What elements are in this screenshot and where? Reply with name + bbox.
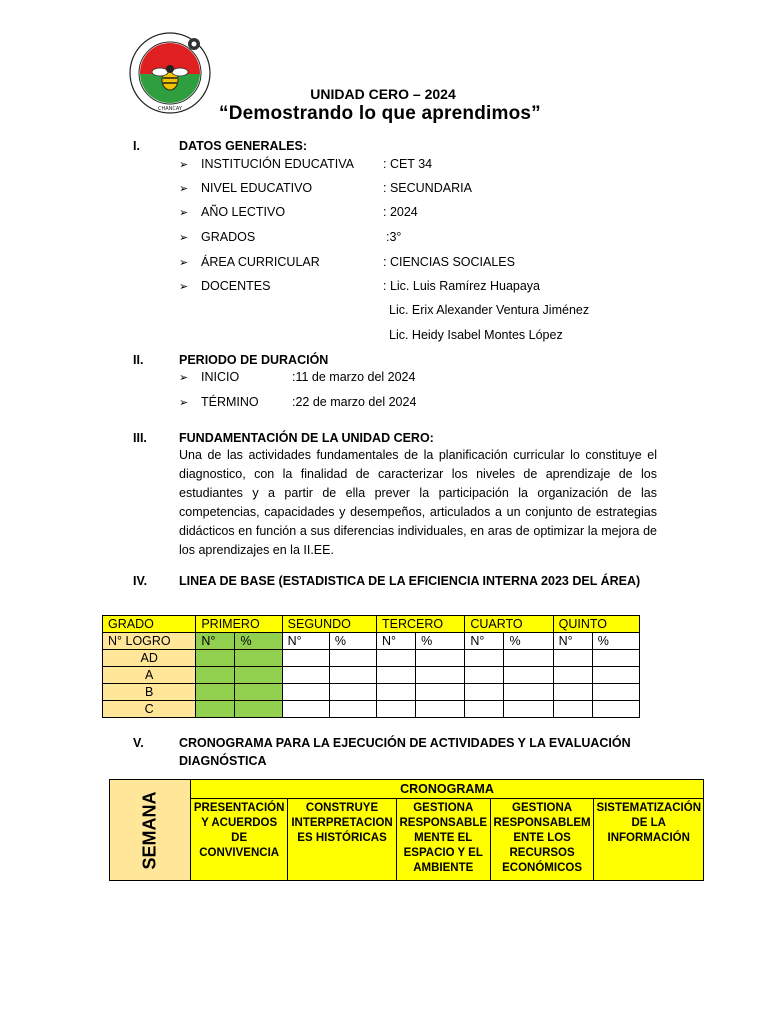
section-3-number: III. [133,431,147,445]
arrow-bullet-icon: ➢ [179,281,189,293]
table-row [103,701,640,718]
field-value: :22 de marzo del 2024 [292,395,417,409]
week-column [110,780,191,881]
list-item [179,230,188,248]
arrow-bullet-icon: ➢ [179,159,189,171]
section-2-number: II. [133,353,144,367]
grade-cell: QUINTO [553,616,639,633]
grade-cell: PRIMERO [196,616,282,633]
grade-cell: TERCERO [377,616,465,633]
arrow-bullet-icon: ➢ [179,232,189,244]
field-value: : CET 34 [383,157,433,171]
field-label: GRADOS [201,230,256,244]
arrow-bullet-icon: ➢ [179,372,189,384]
field-label: TÉRMINO [201,395,259,409]
list-item [179,181,188,199]
activity-cell: CONSTRUYE INTERPRETACION ES HISTÓRICAS [288,799,396,881]
unit-title: UNIDAD CERO – 2024 [310,86,456,102]
logro-label: A [103,667,196,684]
fundamentacion-paragraph: Una de las actividades fundamentales de la planificación curricular lo constituye el diagnostico, con la finalidad de caracterizar los niveles de aprendizaje de los estudiantes y a partir de ella prever la participación la organización de las competencias, capacidades y desempeños, articulados a un conjunto de estrategias didácticos en función a sus diferencias individuales, en aras de optimizar la mejora de los aprendizajes en la II.EE. [179,448,657,557]
activity-cell: PRESENTACIÓN Y ACUERDOS DE CONVIVENCIA [191,799,288,881]
field-label: ÁREA CURRICULAR [201,255,320,269]
field-value: : SECUNDARIA [383,181,472,195]
table-row [103,633,640,650]
activity-cell: SISTEMATIZACIÓN DE LA INFORMACIÓN [594,799,704,881]
table-row [103,650,640,667]
section-4-number: IV. [133,574,148,588]
logro-label: B [103,684,196,701]
schedule-header: CRONOGRAMA [191,780,704,799]
section-1-number: I. [133,139,140,153]
logro-label: C [103,701,196,718]
field-value: : CIENCIAS SOCIALES [383,255,515,269]
table-row [110,780,704,799]
num-header: N° [282,633,329,650]
field-value: :3° [386,230,402,244]
list-item [179,157,188,175]
table-row [103,667,640,684]
week-label: SEMANA [139,790,160,870]
svg-text:CHANCAY: CHANCAY [158,106,182,112]
logro-label: AD [103,650,196,667]
list-item [179,279,188,297]
pct-header: % [235,633,282,650]
teacher-name: Lic. Erix Alexander Ventura Jiménez [389,303,590,317]
arrow-bullet-icon: ➢ [179,257,189,269]
arrow-bullet-icon: ➢ [179,397,189,409]
list-item [179,205,188,223]
num-header: N° [377,633,416,650]
section-3-title: FUNDAMENTACIÓN DE LA UNIDAD CERO: [179,431,434,445]
baseline-table [102,615,640,718]
section-5-title-continued: DIAGNÓSTICA [179,754,267,768]
pct-header: % [504,633,553,650]
grade-cell: CUARTO [465,616,553,633]
arrow-bullet-icon: ➢ [179,207,189,219]
activity-cell: GESTIONA RESPONSABLE MENTE EL ESPACIO Y EL AMBIENTE [396,799,490,881]
field-value: : 2024 [383,205,418,219]
list-item [179,395,188,413]
teacher-name: Lic. Heidy Isabel Montes López [389,328,563,342]
table-row [110,799,704,881]
num-header: N° [553,633,592,650]
num-header: N° [196,633,235,650]
pct-header: % [416,633,465,650]
field-label: AÑO LECTIVO [201,205,286,219]
table-row [103,684,640,701]
list-item [179,255,188,273]
field-value: :11 de marzo del 2024 [292,370,416,384]
pct-header: % [592,633,639,650]
logro-header: N° LOGRO [103,633,196,650]
field-label: INSTITUCIÓN EDUCATIVA [201,157,355,171]
table-row [103,616,640,633]
arrow-bullet-icon: ➢ [179,183,189,195]
section-2-title: PERIODO DE DURACIÓN [179,353,329,367]
pct-header: % [329,633,376,650]
field-value: : Lic. Luis Ramírez Huapaya [383,279,541,293]
grade-cell: SEGUNDO [282,616,376,633]
num-header: N° [465,633,504,650]
grade-header: GRADO [103,616,196,633]
field-label: NIVEL EDUCATIVO [201,181,313,195]
schedule-table [109,779,704,881]
section-5-number: V. [133,736,144,750]
list-item [179,370,188,388]
section-4-title: LINEA DE BASE (ESTADISTICA DE LA EFICIENCIA INTERNA 2023 DEL ÁREA) [179,574,641,588]
section-5-title: CRONOGRAMA PARA LA EJECUCIÓN DE ACTIVIDADES Y LA EVALUACIÓN [179,736,631,750]
section-1-title: DATOS GENERALES: [179,139,308,153]
activity-cell: GESTIONA RESPONSABLEM ENTE LOS RECURSOS ECONÓMICOS [490,799,594,881]
field-label: INICIO [201,370,240,384]
field-label: DOCENTES [201,279,271,293]
unit-subtitle: “Demostrando lo que aprendimos” [219,103,541,124]
